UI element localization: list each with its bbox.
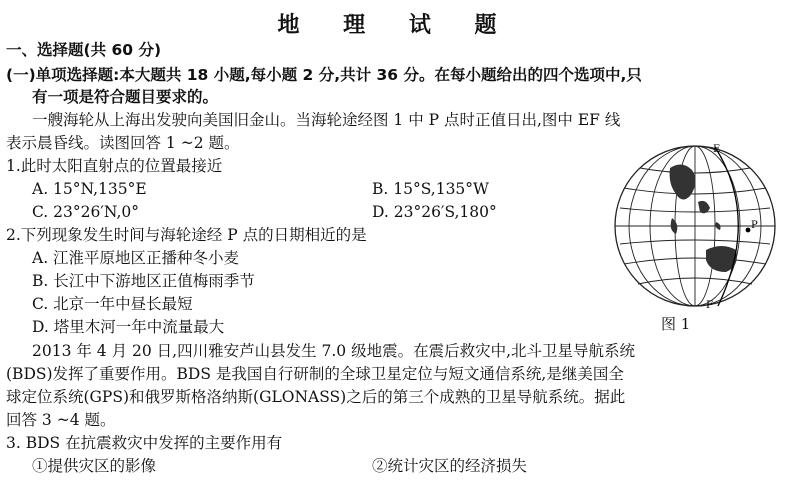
label-p: P [751,220,758,231]
intro-paragraph2-line2: (BDS)发挥了重要作用。BDS 是我国自行研制的全球卫星定位与短文通信系统,是继美国全 [6,365,624,383]
question1-option-a: A. 15°N,135°E [32,180,147,198]
label-e: E [713,144,721,155]
label-f: F [706,300,713,310]
page-title: 地 理 试 题 [277,13,515,38]
question2-option-d: D. 塔里木河一年中流量最大 [32,318,225,336]
globe-figure [610,138,780,310]
question3-stem: 3. BDS 在抗震救灾中发挥的主要作用有 [6,434,283,452]
question2-option-a: A. 江淮平原地区正播种冬小麦 [32,249,240,267]
question2-stem: 2.下列现象发生时间与海轮途经 P 点的日期相近的是 [6,226,367,244]
point-p-marker [746,228,751,233]
intro-paragraph2-line3: 球定位系统(GPS)和俄罗斯格洛纳斯(GLONASS)之后的第三个成熟的卫星导航系统。据此 [6,388,626,406]
question2-option-b: B. 长江中下游地区正值梅雨季节 [32,272,255,290]
intro-paragraph2-line4: 回答 3 ~4 题。 [6,411,116,429]
figure-caption: 图 1 [661,315,691,333]
intro-paragraph2-line1: 2013 年 4 月 20 日,四川雅安芦山县发生 7.0 级地震。在震后救灾中,北斗卫星导航系统 [32,342,636,360]
question3-option-1: ①提供灾区的影像 [32,457,157,475]
part-instruction-line2: 有一项是符合题目要求的。 [32,88,219,106]
question2-option-c: C. 北京一年中昼长最短 [32,295,193,313]
part-instruction-line1: (一)单项选择题:本大题共 18 小题,每小题 2 分,共计 36 分。在每小题给出的四个选项中,只 [6,66,642,84]
intro-paragraph1-line1: 一艘海轮从上海出发驶向美国旧金山。当海轮途经图 1 中 P 点时正值日出,图中 EF 线 [32,111,621,129]
question1-option-c: C. 23°26′N,0° [32,203,139,221]
question1-option-d: D. 23°26′S,180° [372,203,497,221]
section-heading: 一、选择题(共 60 分) [6,41,162,59]
intro-paragraph1-line2: 表示晨昏线。读图回答 1 ~2 题。 [6,134,240,152]
question1-stem: 1.此时太阳直射点的位置最接近 [6,157,223,175]
question3-option-2: ②统计灾区的经济损失 [372,457,528,475]
question1-option-b: B. 15°S,135°W [372,180,489,198]
